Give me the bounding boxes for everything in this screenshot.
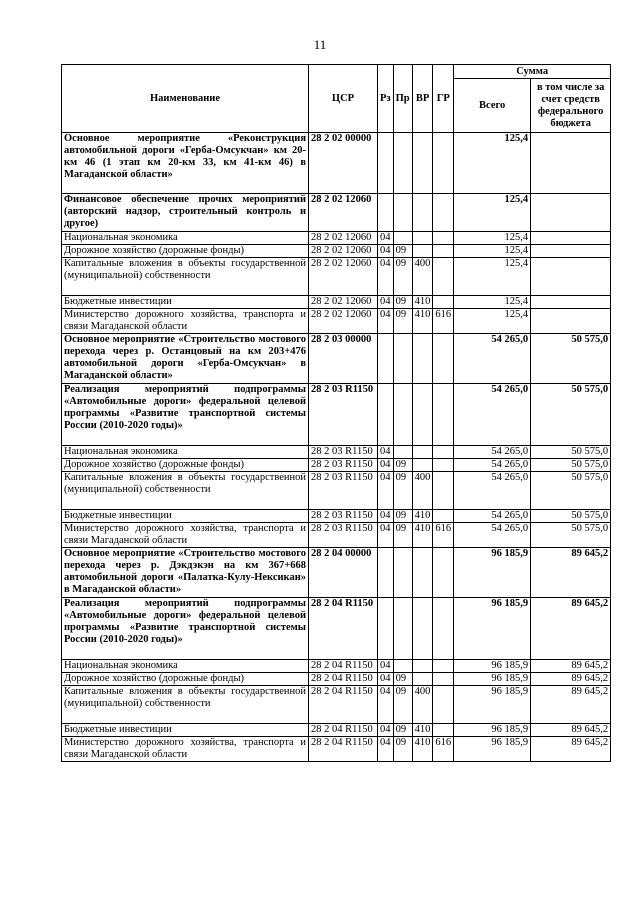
row-csr: 28 2 02 12060: [309, 258, 378, 296]
row-csr: 28 2 02 12060: [309, 232, 378, 245]
row-pr: [393, 548, 412, 598]
row-gr: [433, 194, 454, 232]
row-csr: 28 2 04 R1150: [309, 724, 378, 737]
row-name: Дорожное хозяйство (дорожные фонды): [62, 459, 309, 472]
table-row: [62, 660, 611, 673]
row-name: Бюджетные инвестиции: [62, 510, 309, 523]
row-total: 125,4: [454, 258, 531, 296]
row-vr: [412, 245, 433, 258]
row-vr: [412, 548, 433, 598]
row-pr: [393, 194, 412, 232]
row-name: Национальная экономика: [62, 660, 309, 673]
row-gr: [433, 446, 454, 459]
row-csr: 28 2 02 12060: [309, 296, 378, 309]
header-csr: ЦСР: [309, 65, 378, 133]
row-rz: 04: [378, 459, 394, 472]
row-vr: 410: [412, 296, 433, 309]
row-csr: 28 2 04 R1150: [309, 660, 378, 673]
row-csr: 28 2 03 R1150: [309, 472, 378, 510]
row-total: 54 265,0: [454, 523, 531, 548]
row-federal: 89 645,2: [531, 686, 611, 724]
header-total: Всего: [454, 79, 531, 133]
row-total: 125,4: [454, 194, 531, 232]
row-rz: 04: [378, 686, 394, 724]
row-csr: 28 2 03 R1150: [309, 384, 378, 446]
row-federal: [531, 194, 611, 232]
row-rz: 04: [378, 245, 394, 258]
row-csr: 28 2 04 R1150: [309, 686, 378, 724]
table-body: [62, 133, 611, 762]
row-csr: 28 2 03 R1150: [309, 510, 378, 523]
row-federal: [531, 133, 611, 194]
row-rz: 04: [378, 472, 394, 510]
table-row: [62, 686, 611, 724]
row-federal: 50 575,0: [531, 459, 611, 472]
row-vr: [412, 598, 433, 660]
row-name: Министерство дорожного хозяйства, транспорта и связи Магаданской области: [62, 523, 309, 548]
row-total: 125,4: [454, 232, 531, 245]
budget-table: [61, 64, 611, 762]
table-row: [62, 737, 611, 762]
row-name: Финансовое обеспечение прочих мероприятий (авторский надзор, строительный контроль и другое): [62, 194, 309, 232]
row-gr: [433, 459, 454, 472]
row-gr: 616: [433, 737, 454, 762]
row-federal: 89 645,2: [531, 673, 611, 686]
row-pr: [393, 384, 412, 446]
row-name: Бюджетные инвестиции: [62, 296, 309, 309]
row-gr: [433, 384, 454, 446]
row-gr: [433, 232, 454, 245]
row-rz: [378, 384, 394, 446]
row-federal: [531, 296, 611, 309]
table-row: [62, 384, 611, 446]
header-name: Наименование: [62, 65, 309, 133]
header-pr: Пр: [393, 65, 412, 133]
row-vr: 400: [412, 258, 433, 296]
header-sum: Сумма: [454, 65, 611, 79]
row-name: Основное мероприятие «Реконструкция автомобильной дороги «Герба-Омсукчан» км 20-км 46 (1 этап км 20-км 33, км 41-км 46) в Магаданской области»: [62, 133, 309, 194]
row-pr: [393, 232, 412, 245]
row-federal: 50 575,0: [531, 523, 611, 548]
table-row: [62, 194, 611, 232]
row-name: Реализация мероприятий подпрограммы «Автомобильные дороги» федеральной целевой программы «Развитие транспортной системы России (2010-2020 годы)»: [62, 598, 309, 660]
table-row: [62, 548, 611, 598]
row-csr: 28 2 04 R1150: [309, 737, 378, 762]
row-rz: 04: [378, 673, 394, 686]
row-vr: [412, 384, 433, 446]
row-name: Дорожное хозяйство (дорожные фонды): [62, 673, 309, 686]
row-federal: [531, 309, 611, 334]
row-total: 96 185,9: [454, 724, 531, 737]
row-csr: 28 2 04 R1150: [309, 598, 378, 660]
row-gr: [433, 245, 454, 258]
row-federal: 89 645,2: [531, 660, 611, 673]
row-vr: 410: [412, 510, 433, 523]
row-federal: 89 645,2: [531, 548, 611, 598]
row-federal: [531, 258, 611, 296]
row-pr: 09: [393, 686, 412, 724]
header-rz: Рз: [378, 65, 394, 133]
row-pr: [393, 446, 412, 459]
row-rz: 04: [378, 446, 394, 459]
table-row: [62, 245, 611, 258]
row-federal: [531, 232, 611, 245]
row-total: 54 265,0: [454, 384, 531, 446]
row-csr: 28 2 04 R1150: [309, 673, 378, 686]
row-total: 96 185,9: [454, 737, 531, 762]
table-row: [62, 258, 611, 296]
table-row: [62, 472, 611, 510]
row-federal: 50 575,0: [531, 446, 611, 459]
row-name: Национальная экономика: [62, 446, 309, 459]
row-vr: [412, 459, 433, 472]
row-csr: 28 2 03 R1150: [309, 523, 378, 548]
table-row: [62, 510, 611, 523]
row-gr: [433, 724, 454, 737]
row-name: Бюджетные инвестиции: [62, 724, 309, 737]
page-number: 11: [313, 37, 327, 52]
row-vr: 400: [412, 686, 433, 724]
row-total: 125,4: [454, 245, 531, 258]
row-csr: 28 2 02 12060: [309, 309, 378, 334]
row-gr: [433, 548, 454, 598]
row-gr: [433, 510, 454, 523]
row-total: 125,4: [454, 309, 531, 334]
row-federal: 89 645,2: [531, 724, 611, 737]
row-total: 125,4: [454, 133, 531, 194]
table-row: [62, 232, 611, 245]
row-gr: [433, 472, 454, 510]
row-name: Дорожное хозяйство (дорожные фонды): [62, 245, 309, 258]
row-gr: [433, 673, 454, 686]
table-row: [62, 296, 611, 309]
row-rz: 04: [378, 724, 394, 737]
row-pr: 09: [393, 245, 412, 258]
row-total: 96 185,9: [454, 686, 531, 724]
row-pr: [393, 334, 412, 384]
row-vr: [412, 673, 433, 686]
row-vr: [412, 660, 433, 673]
table-row: [62, 459, 611, 472]
row-pr: 09: [393, 472, 412, 510]
row-pr: 09: [393, 724, 412, 737]
row-vr: [412, 133, 433, 194]
row-total: 54 265,0: [454, 459, 531, 472]
row-pr: 09: [393, 510, 412, 523]
row-csr: 28 2 02 12060: [309, 245, 378, 258]
row-name: Министерство дорожного хозяйства, транспорта и связи Магаданской области: [62, 309, 309, 334]
row-rz: 04: [378, 510, 394, 523]
row-total: 96 185,9: [454, 673, 531, 686]
row-csr: 28 2 04 00000: [309, 548, 378, 598]
row-csr: 28 2 02 12060: [309, 194, 378, 232]
header-federal: в том числе за счет средств федерального бюджета: [531, 79, 611, 133]
row-pr: 09: [393, 296, 412, 309]
row-rz: [378, 334, 394, 384]
row-name: Капитальные вложения в объекты государственной (муниципальной) собственности: [62, 258, 309, 296]
row-rz: [378, 598, 394, 660]
row-vr: [412, 194, 433, 232]
row-gr: [433, 686, 454, 724]
row-gr: 616: [433, 523, 454, 548]
row-gr: [433, 660, 454, 673]
table-row: [62, 673, 611, 686]
row-pr: [393, 133, 412, 194]
row-gr: [433, 258, 454, 296]
row-total: 125,4: [454, 296, 531, 309]
row-csr: 28 2 03 00000: [309, 334, 378, 384]
row-rz: 04: [378, 660, 394, 673]
row-gr: [433, 598, 454, 660]
row-csr: 28 2 03 R1150: [309, 446, 378, 459]
row-federal: 50 575,0: [531, 334, 611, 384]
table-row: [62, 598, 611, 660]
row-name: Капитальные вложения в объекты государственной (муниципальной) собственности: [62, 686, 309, 724]
table-row: [62, 446, 611, 459]
row-federal: [531, 245, 611, 258]
row-vr: [412, 232, 433, 245]
row-vr: 400: [412, 472, 433, 510]
row-pr: 09: [393, 673, 412, 686]
row-rz: 04: [378, 258, 394, 296]
row-name: Национальная экономика: [62, 232, 309, 245]
table-row: [62, 334, 611, 384]
row-pr: [393, 598, 412, 660]
row-name: Основное мероприятие «Строительство мостового перехода через р. Дэкдэкэн на км 367+668 автомобильной дороги «Палатка-Кулу-Нексикан» в Магаданской области»: [62, 548, 309, 598]
row-total: 96 185,9: [454, 548, 531, 598]
row-total: 54 265,0: [454, 510, 531, 523]
row-vr: 410: [412, 724, 433, 737]
row-federal: 89 645,2: [531, 737, 611, 762]
row-rz: 04: [378, 309, 394, 334]
row-total: 96 185,9: [454, 660, 531, 673]
row-csr: 28 2 02 00000: [309, 133, 378, 194]
row-rz: [378, 133, 394, 194]
row-vr: [412, 334, 433, 384]
row-gr: [433, 133, 454, 194]
row-name: Капитальные вложения в объекты государственной (муниципальной) собственности: [62, 472, 309, 510]
row-rz: 04: [378, 232, 394, 245]
row-name: Министерство дорожного хозяйства, транспорта и связи Магаданской области: [62, 737, 309, 762]
row-rz: [378, 548, 394, 598]
row-rz: [378, 194, 394, 232]
row-federal: 50 575,0: [531, 510, 611, 523]
row-rz: 04: [378, 737, 394, 762]
row-total: 96 185,9: [454, 598, 531, 660]
table-row: [62, 724, 611, 737]
row-total: 54 265,0: [454, 472, 531, 510]
row-vr: [412, 446, 433, 459]
row-rz: 04: [378, 523, 394, 548]
row-pr: [393, 660, 412, 673]
row-name: Реализация мероприятий подпрограммы «Автомобильные дороги» федеральной целевой программы «Развитие транспортной системы России (2010-2020 годы)»: [62, 384, 309, 446]
row-pr: 09: [393, 737, 412, 762]
row-rz: 04: [378, 296, 394, 309]
header-gr: ГР: [433, 65, 454, 133]
row-gr: [433, 334, 454, 384]
row-federal: 89 645,2: [531, 598, 611, 660]
row-total: 54 265,0: [454, 334, 531, 384]
table-row: [62, 309, 611, 334]
row-gr: 616: [433, 309, 454, 334]
row-total: 54 265,0: [454, 446, 531, 459]
row-csr: 28 2 03 R1150: [309, 459, 378, 472]
row-pr: 09: [393, 309, 412, 334]
table-row: [62, 133, 611, 194]
row-vr: 410: [412, 737, 433, 762]
row-vr: 410: [412, 309, 433, 334]
table-row: [62, 523, 611, 548]
row-name: Основное мероприятие «Строительство мостового перехода через р. Останцовый на км 203+476 автомобильной дороги «Герба-Омсукчан» в Магаданской области»: [62, 334, 309, 384]
header-vr: ВР: [412, 65, 433, 133]
row-pr: 09: [393, 459, 412, 472]
row-federal: 50 575,0: [531, 384, 611, 446]
row-vr: 410: [412, 523, 433, 548]
row-federal: 50 575,0: [531, 472, 611, 510]
row-pr: 09: [393, 258, 412, 296]
row-pr: 09: [393, 523, 412, 548]
row-gr: [433, 296, 454, 309]
